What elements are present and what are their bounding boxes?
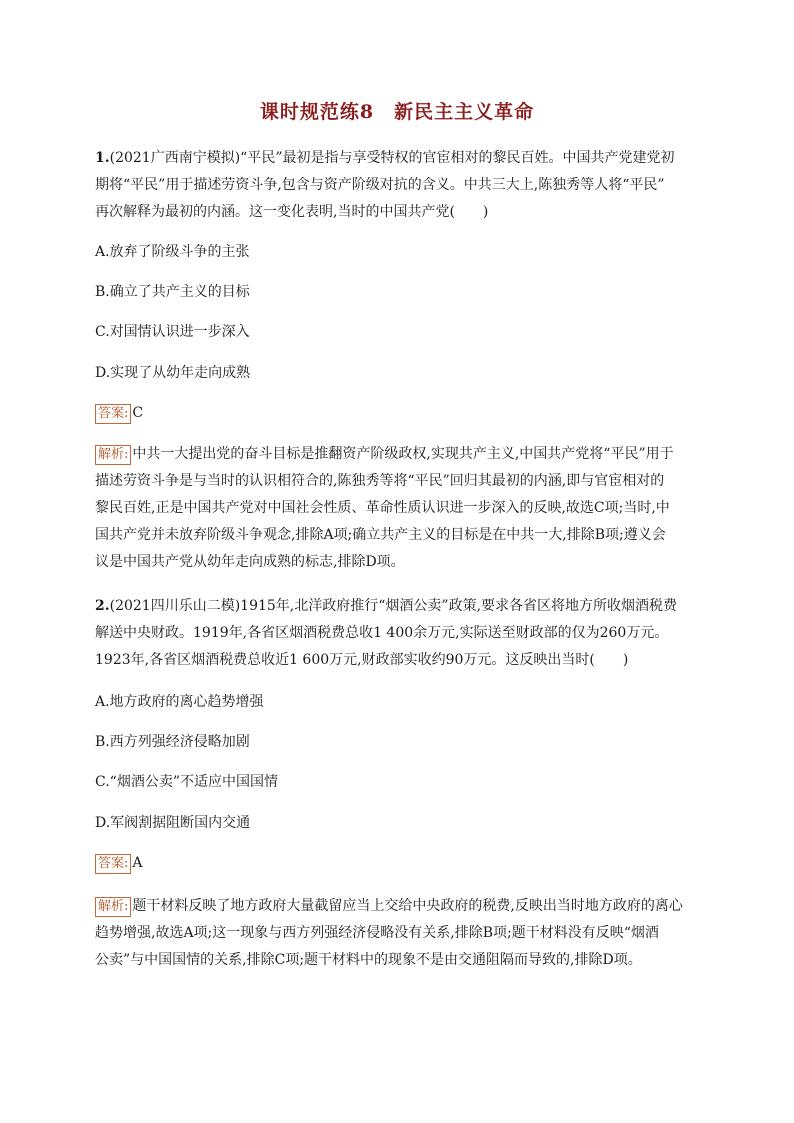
answer-tag: 答案: [95,854,131,874]
question-2-answer [95,853,143,874]
analysis-tag: 解析: [95,445,131,465]
question-1-answer [95,403,143,424]
analysis-line: 解析: 中共一大提出党的奋斗目标是推翻资产阶级政权,实现共产主义,中国共产党将“平民”用于 [95,441,705,468]
page-title: 课时规范练8 新民主主义革命 [259,101,535,123]
analysis-line: 描述劳资斗争是与当时的认识相符合的,陈独秀等将“平民”回归其最初的内涵,即与官宦相对的 [95,473,665,489]
question-1-stem-line: 1.(2021广西南宁模拟)“平民”最初是指与享受特权的官宦相对的黎民百姓。中国共产党建党初 [95,150,675,166]
question-1-stem [95,145,705,226]
question-1-option-d: D.实现了从幼年走向成熟 [95,365,251,381]
question-2-number: 2. [95,598,110,614]
question-1-option-a: A.放弃了阶级斗争的主张 [95,244,250,260]
question-1-analysis [95,441,705,576]
question-2-stem-line: 1923年,各省区烟酒税费总收近1 600万元,财政部实收约90万元。这反映出当时( ) [95,652,629,668]
question-1-number: 1. [95,150,110,166]
question-2-analysis [95,893,705,974]
answer-value: C [132,405,144,421]
answer-value: A [132,855,143,871]
analysis-tag: 解析: [95,897,131,917]
question-1-stem-line: 期将“平民”用于描述劳资斗争,包含与资产阶级对抗的含义。中共三大上,陈独秀等人将“平民” [95,177,665,193]
analysis-line: 趋势增强,故选A项;这一现象与西方列强经济侵略没有关系,排除B项;题干材料没有反映“烟酒 [95,925,659,941]
question-1-option-c: C.对国情认识进一步深入 [95,324,250,340]
question-2-option-d: D.军阀割据阻断国内交通 [95,815,251,831]
question-1-option-b: B.确立了共产主义的目标 [95,284,250,300]
analysis-line: 国共产党并未放弃阶级斗争观念,排除A项;确立共产主义的目标是在中共一大,排除B项;遵义会 [95,527,666,543]
analysis-line: 黎民百姓,正是中国共产党对中国社会性质、革命性质认识进一步深入的反映,故选C项;当时,中 [95,500,670,516]
question-2-option-b: B.西方列强经济侵略加剧 [95,734,250,750]
analysis-line: 解析: 题干材料反映了地方政府大量截留应当上交给中央政府的税费,反映出当时地方政府的离心 [95,893,705,920]
question-2-option-c: C.“烟酒公卖”不适应中国国情 [95,774,278,790]
question-2-stem-line: 2.(2021四川乐山二模)1915年,北洋政府推行“烟酒公卖”政策,要求各省区将地方所收烟酒税费 [95,598,678,614]
question-2-option-a: A.地方政府的离心趋势增强 [95,694,264,710]
question-2-stem-line: 解送中央财政。1919年,各省区烟酒税费总收1 400余万元,实际送至财政部的仅为260万元。 [95,625,669,641]
answer-tag: 答案: [95,404,131,424]
analysis-line: 公卖”与中国国情的关系,排除C项;题干材料中的现象不是由交通阻隔而导致的,排除D项。 [95,952,642,968]
question-2-stem [95,593,705,674]
question-1-stem-line: 再次解释为最初的内涵。这一变化表明,当时的中国共产党( ) [95,204,489,220]
analysis-line: 议是中国共产党从幼年走向成熟的标志,排除D项。 [95,554,405,570]
